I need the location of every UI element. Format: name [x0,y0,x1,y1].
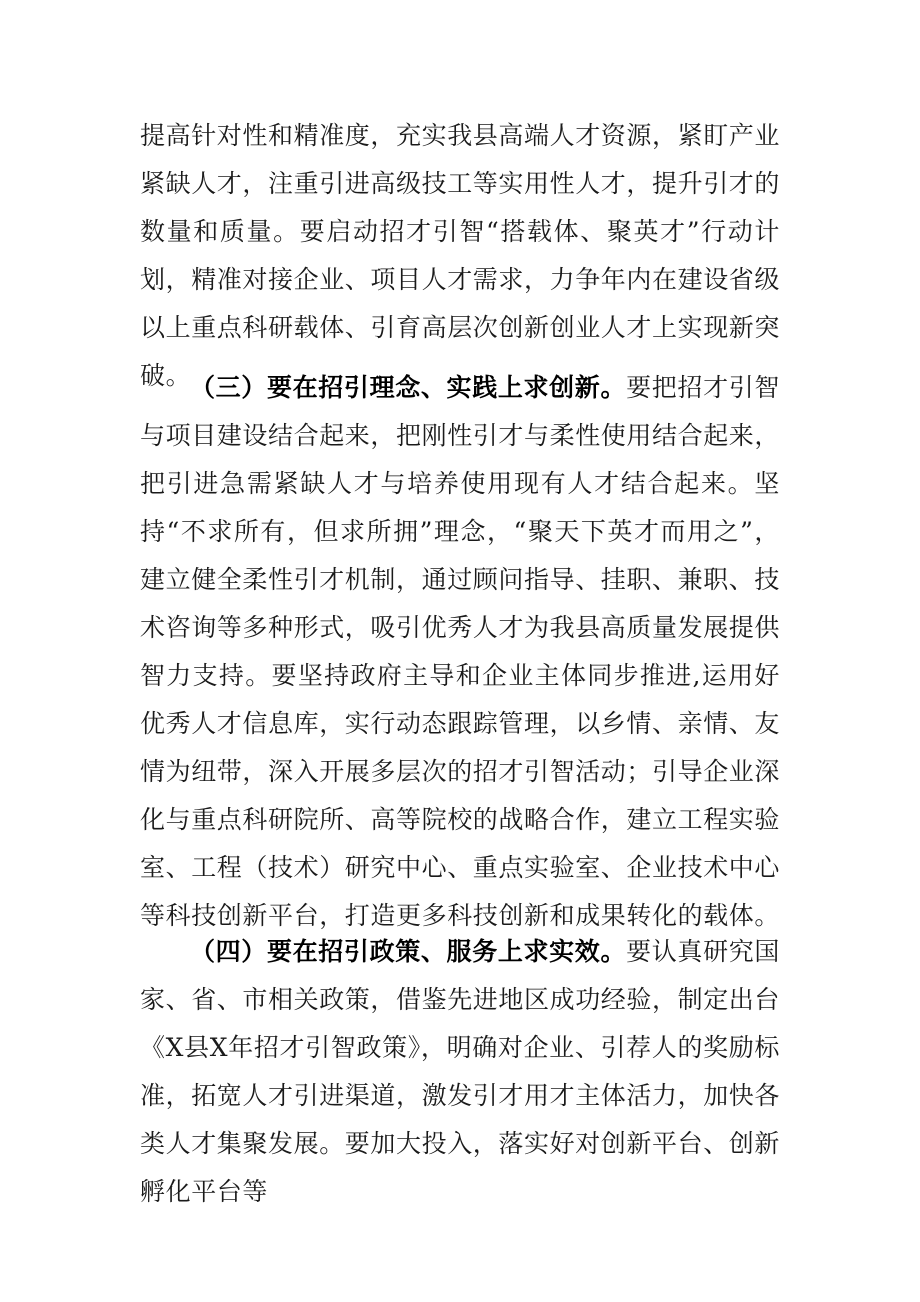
paragraph-body: 提高针对性和精准度，充实我县高端人才资源，紧盯产业紧缺人才，注重引进高级技工等实用性人才，提升引才的数量和质量。要启动招才引智“搭载体、聚英才”行动计划，精准对接企业、项目人才需求，力争年内在建设省级以上重点科研载体、引育高层次创新创业人才上实现新突破。 [140,121,781,390]
paragraph-body: 要认真研究国家、省、市相关政策，借鉴先进地区成功经验，制定出台《X县X年招才引智政策》，明确对企业、引荐人的奖励标准，拓宽人才引进渠道，激发引才用才主体活力，加快各类人才集聚发展。要加大投入，落实好对创新平台、创新孵化平台等 [140,937,781,1206]
paragraph-section-four [140,928,780,1216]
section-heading: （三）要在招引理念、实践上求创新。 [190,373,627,402]
paragraph-section-three [140,364,780,940]
paragraph-continuation [140,112,780,400]
paragraph-body: 要把招才引智与项目建设结合起来，把刚性引才与柔性使用结合起来，把引进急需紧缺人才与培养使用现有人才结合起来。坚持“不求所有，但求所拥”理念，“聚天下英才而用之”，建立健全柔性引才机制，通过顾问指导、挂职、兼职、技术咨询等多种形式，吸引优秀人才为我县高质量发展提供智力支持。要坚持政府主导和企业主体同步推进,运用好优秀人才信息库，实行动态跟踪管理，以乡情、亲情、友情为纽带，深入开展多层次的招才引智活动；引导企业深化与重点科研院所、高等院校的战略合作，建立工程实验室、工程（技术）研究中心、重点实验室、企业技术中心等科技创新平台，打造更多科技创新和成果转化的载体。 [140,373,781,930]
section-heading: （四）要在招引政策、服务上求实效。 [190,937,627,966]
